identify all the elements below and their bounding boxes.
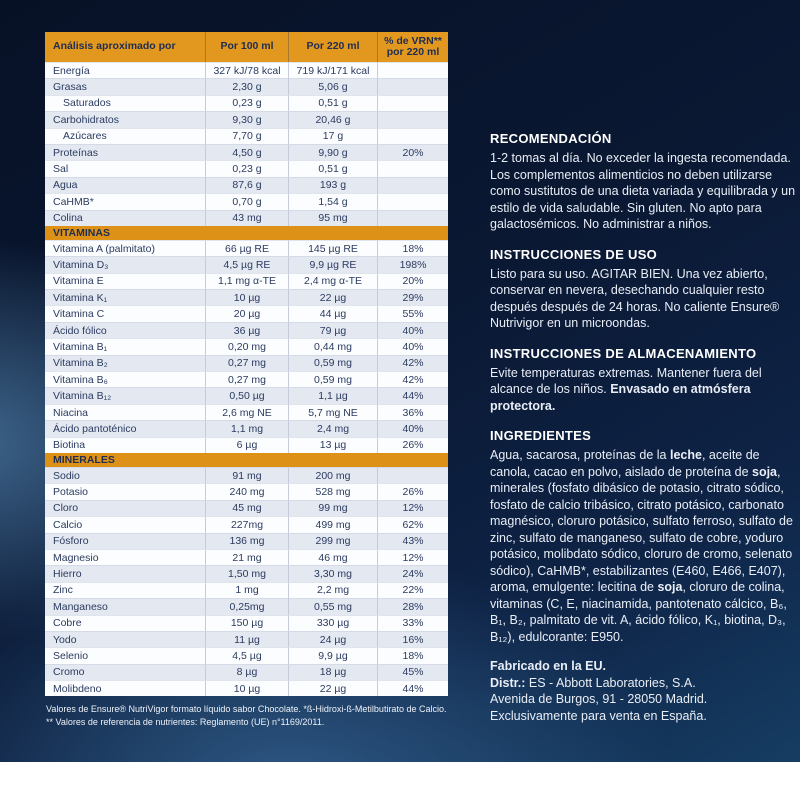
value-vrn-percent: 43%: [377, 533, 448, 549]
value-vrn-percent: 26%: [377, 437, 448, 453]
value-per-100ml: 136 mg: [205, 533, 288, 549]
nutrient-name: Azúcares: [45, 128, 205, 144]
value-per-100ml: 4,5 µg: [205, 647, 288, 663]
nutrient-name: CaHMB*: [45, 193, 205, 209]
value-per-220ml: 200 mg: [288, 467, 377, 483]
table-row: [45, 256, 448, 272]
almacenamiento-title: INSTRUCCIONES DE ALMACENAMIENTO: [490, 345, 757, 361]
section-almacenamiento: [490, 345, 797, 415]
nutrient-name: Ácido pantoténico: [45, 420, 205, 436]
table-row: [45, 177, 448, 193]
table-row: [45, 533, 448, 549]
value-per-100ml: 0,20 mg: [205, 338, 288, 354]
value-per-100ml: 4,5 µg RE: [205, 256, 288, 272]
value-per-220ml: 0,51 g: [288, 160, 377, 176]
table-row: [45, 273, 448, 289]
value-per-100ml: 45 mg: [205, 500, 288, 516]
bold-text: Fabricado en la EU.: [490, 659, 607, 673]
value-per-220ml: 145 µg RE: [288, 240, 377, 256]
value-vrn-percent: 26%: [377, 483, 448, 499]
value-vrn-percent: 40%: [377, 338, 448, 354]
value-vrn-percent: 198%: [377, 256, 448, 272]
value-vrn-percent: 18%: [377, 647, 448, 663]
bold-text: Distr.:: [490, 675, 526, 690]
nutrient-name: Vitamina B₁: [45, 338, 205, 354]
table-row: [45, 387, 448, 403]
section-distribucion: [490, 658, 797, 724]
value-vrn-percent: [377, 177, 448, 193]
bold-text: leche: [669, 448, 702, 462]
nutrition-table: [45, 32, 448, 696]
value-vrn-percent: [377, 111, 448, 127]
distribution-line: [490, 675, 797, 692]
header-por-100ml: Por 100 ml: [205, 32, 288, 62]
nutrient-name: Vitamina B₆: [45, 371, 205, 387]
text: , minerales (fosfato dibásico de potasio, citrato sódico, fosfato de calcio tribásico, citrato potásico, carbonato magnésico, cloruro potásico, sulfato ferroso, sulfato de zinc, sulfato de manganeso, sulfato de cobre, yoduro potásico, molibdato sódico, cloruro de cromo, selenato sódico), CaHMB*, estabilizantes (E460, E466, E407), aroma, emulgente: lecitina de: [490, 464, 793, 594]
value-per-220ml: 9,9 µg RE: [288, 256, 377, 272]
value-per-100ml: 150 µg: [205, 615, 288, 631]
table-row: [45, 467, 448, 483]
value-per-100ml: 6 µg: [205, 437, 288, 453]
nutrient-name: Vitamina K₁: [45, 289, 205, 305]
nutrient-name: Fósforo: [45, 533, 205, 549]
table-row: [45, 500, 448, 516]
value-vrn-percent: 29%: [377, 289, 448, 305]
value-vrn-percent: 22%: [377, 582, 448, 598]
recomendacion-body: 1-2 tomas al día. No exceder la ingesta recomendada. Los complementos alimenticios no deben utilizarse como sustitutos de una dieta variada y equilibrada y un estilo de vida saludable. Sin gluten. No apto para galactosémicos. No administrar a niños.: [490, 151, 796, 231]
nutrient-name: Sodio: [45, 467, 205, 483]
value-per-100ml: 227mg: [205, 516, 288, 532]
table-row: [45, 549, 448, 565]
nutrient-name: Vitamina B₂: [45, 355, 205, 371]
table-row: [45, 565, 448, 581]
value-per-100ml: 36 µg: [205, 322, 288, 338]
table-row: [45, 355, 448, 371]
value-per-220ml: 0,55 mg: [288, 598, 377, 614]
nutrient-name: Yodo: [45, 631, 205, 647]
value-vrn-percent: [377, 467, 448, 483]
value-vrn-percent: [377, 128, 448, 144]
value-per-220ml: 5,06 g: [288, 78, 377, 94]
header-analisis: Análisis aproximado por: [53, 40, 176, 53]
table-row: [45, 582, 448, 598]
value-vrn-percent: 33%: [377, 615, 448, 631]
nutrient-name: Vitamina D₃: [45, 256, 205, 272]
value-per-220ml: 22 µg: [288, 289, 377, 305]
distribution-line: [490, 658, 797, 675]
value-vrn-percent: 18%: [377, 240, 448, 256]
info-column: [490, 130, 797, 737]
nutrient-name: Colina: [45, 210, 205, 226]
value-vrn-percent: [377, 160, 448, 176]
uso-body: Listo para su uso. AGITAR BIEN. Una vez abierto, conservar en nevera, desechando cualquier resto después después de 24 horas. No caliente Ensure® Nutrivigor en un microondas.: [490, 266, 780, 330]
value-per-220ml: 0,59 mg: [288, 371, 377, 387]
value-vrn-percent: [377, 78, 448, 94]
text: Exclusivamente para venta en España.: [490, 708, 707, 723]
nutrient-name: Niacina: [45, 404, 205, 420]
distribution-line: [490, 691, 797, 708]
nutrient-name: Selenio: [45, 647, 205, 663]
nutrient-name: Cloro: [45, 500, 205, 516]
ingredientes-title: INGREDIENTES: [490, 428, 592, 443]
nutrient-name: Biotina: [45, 437, 205, 453]
value-vrn-percent: 20%: [377, 273, 448, 289]
table-row: [45, 144, 448, 160]
text: , aceite de canola, cacao en polvo, aislado de proteína de: [490, 448, 760, 479]
nutrient-name: Molibdeno: [45, 680, 205, 696]
value-per-100ml: 1 mg: [205, 582, 288, 598]
value-vrn-percent: 42%: [377, 355, 448, 371]
value-vrn-percent: [377, 95, 448, 111]
table-row: [45, 615, 448, 631]
section-instrucciones-uso: [490, 246, 797, 332]
table-row: [45, 210, 448, 226]
value-per-220ml: 17 g: [288, 128, 377, 144]
value-per-220ml: 44 µg: [288, 305, 377, 321]
table-row: [45, 437, 448, 453]
table-row: [45, 516, 448, 532]
value-per-220ml: 18 µg: [288, 664, 377, 680]
value-per-100ml: 0,27 mg: [205, 355, 288, 371]
almacenamiento-body: [490, 365, 797, 415]
nutrient-name: Potasio: [45, 483, 205, 499]
value-per-100ml: 7,70 g: [205, 128, 288, 144]
value-per-220ml: 299 mg: [288, 533, 377, 549]
table-row: [45, 371, 448, 387]
table-row: [45, 322, 448, 338]
value-per-220ml: 0,59 mg: [288, 355, 377, 371]
value-per-220ml: 2,4 mg α-TE: [288, 273, 377, 289]
table-row: [45, 598, 448, 614]
value-per-100ml: 10 µg: [205, 680, 288, 696]
bold-text: soja: [657, 580, 683, 594]
value-per-220ml: 24 µg: [288, 631, 377, 647]
footnote-line: ** Valores de referencia de nutrientes: Reglamento (UE) n°1169/2011.: [46, 717, 325, 727]
value-per-100ml: 20 µg: [205, 305, 288, 321]
text: , cloruro de colina, vitaminas (C, E, niacinamida, pantotenato cálcico, B₆, B₁, B₂, palmitato de vit. A, ácido fólico, K₁, biotina, D₃, B₁₂), edulcorante: E950.: [490, 580, 787, 644]
text: Avenida de Burgos, 91 - 28050 Madrid.: [490, 692, 708, 706]
value-per-220ml: 1,54 g: [288, 193, 377, 209]
table-row: [45, 305, 448, 321]
nutrient-name: Vitamina B₁₂: [45, 387, 205, 403]
value-vrn-percent: 44%: [377, 387, 448, 403]
value-per-220ml: 2,4 mg: [288, 420, 377, 436]
value-per-100ml: 1,1 mg: [205, 420, 288, 436]
text: Agua, sacarosa, proteínas de la: [490, 448, 670, 462]
value-per-220ml: 79 µg: [288, 322, 377, 338]
bold-text: soja: [752, 464, 778, 479]
nutrient-name: Grasas: [45, 78, 205, 94]
table-row: [45, 193, 448, 209]
value-vrn-percent: 28%: [377, 598, 448, 614]
nutrition-table-header: [45, 32, 448, 62]
value-vrn-percent: 40%: [377, 322, 448, 338]
nutrient-name: Agua: [45, 177, 205, 193]
nutrient-name: Ácido fólico: [45, 322, 205, 338]
value-per-100ml: 2,30 g: [205, 78, 288, 94]
value-per-100ml: 4,50 g: [205, 144, 288, 160]
text: ES - Abbott Laboratories, S.A.: [525, 675, 696, 690]
nutrient-name: Sal: [45, 160, 205, 176]
ingredientes-body: [490, 447, 797, 645]
value-vrn-percent: 16%: [377, 631, 448, 647]
table-row: [45, 240, 448, 256]
text: Evite temperaturas extremas. Mantener fuera del alcance de los niños.: [490, 365, 762, 396]
nutrient-name: Proteínas: [45, 144, 205, 160]
header-por-220ml: Por 220 ml: [288, 32, 377, 62]
header-vrn: % de VRN** por 220 ml: [377, 32, 448, 62]
value-per-220ml: 9,90 g: [288, 144, 377, 160]
value-vrn-percent: 45%: [377, 664, 448, 680]
nutrient-name: Magnesio: [45, 549, 205, 565]
table-row: [45, 483, 448, 499]
section-bar-vitaminas: VITAMINAS: [45, 226, 448, 240]
table-row: [45, 338, 448, 354]
table-row: [45, 160, 448, 176]
nutrient-name: Vitamina E: [45, 273, 205, 289]
section-recomendacion: [490, 130, 797, 233]
table-row: [45, 404, 448, 420]
table-row: [45, 111, 448, 127]
value-per-220ml: 1,1 µg: [288, 387, 377, 403]
value-per-100ml: 0,70 g: [205, 193, 288, 209]
nutrient-name: Vitamina C: [45, 305, 205, 321]
value-per-100ml: 2,6 mg NE: [205, 404, 288, 420]
nutrient-name: Cromo: [45, 664, 205, 680]
nutrition-rows: [45, 62, 448, 696]
distribution-line: [490, 708, 797, 725]
table-row: [45, 420, 448, 436]
uso-title: INSTRUCCIONES DE USO: [490, 246, 658, 262]
table-row: [45, 128, 448, 144]
value-per-220ml: 9,9 µg: [288, 647, 377, 663]
value-per-100ml: 9,30 g: [205, 111, 288, 127]
nutrient-name: Saturados: [45, 95, 205, 111]
value-per-220ml: 13 µg: [288, 437, 377, 453]
value-per-100ml: 87,6 g: [205, 177, 288, 193]
value-vrn-percent: 12%: [377, 549, 448, 565]
value-per-220ml: 95 mg: [288, 210, 377, 226]
table-row: [45, 647, 448, 663]
value-per-100ml: 11 µg: [205, 631, 288, 647]
value-vrn-percent: 24%: [377, 565, 448, 581]
value-per-220ml: 0,44 mg: [288, 338, 377, 354]
nutrient-name: Cobre: [45, 615, 205, 631]
nutrient-name: Hierro: [45, 565, 205, 581]
value-vrn-percent: [377, 210, 448, 226]
value-per-100ml: 0,25mg: [205, 598, 288, 614]
value-per-220ml: 22 µg: [288, 680, 377, 696]
value-per-100ml: 0,27 mg: [205, 371, 288, 387]
value-per-100ml: 0,23 g: [205, 160, 288, 176]
nutrient-name: Calcio: [45, 516, 205, 532]
value-per-220ml: 20,46 g: [288, 111, 377, 127]
value-per-100ml: 240 mg: [205, 483, 288, 499]
footnotes: [46, 703, 478, 729]
table-row: [45, 680, 448, 696]
table-row: [45, 95, 448, 111]
bold-text: Envasado en atmósfera protectora.: [490, 382, 751, 413]
section-ingredientes: [490, 427, 797, 645]
value-per-100ml: 0,23 g: [205, 95, 288, 111]
table-row: [45, 289, 448, 305]
nutrient-name: Energía: [45, 62, 205, 78]
value-vrn-percent: 62%: [377, 516, 448, 532]
value-per-220ml: 2,2 mg: [288, 582, 377, 598]
nutrient-name: Vitamina A (palmitato): [45, 240, 205, 256]
value-per-220ml: 99 mg: [288, 500, 377, 516]
value-per-220ml: 193 g: [288, 177, 377, 193]
value-vrn-percent: [377, 62, 448, 78]
value-per-100ml: 1,50 mg: [205, 565, 288, 581]
nutrient-name: Zinc: [45, 582, 205, 598]
value-per-220ml: 3,30 mg: [288, 565, 377, 581]
value-vrn-percent: 20%: [377, 144, 448, 160]
value-per-100ml: 91 mg: [205, 467, 288, 483]
value-per-100ml: 0,50 µg: [205, 387, 288, 403]
value-per-100ml: 8 µg: [205, 664, 288, 680]
value-vrn-percent: 36%: [377, 404, 448, 420]
value-per-220ml: 499 mg: [288, 516, 377, 532]
footnote-line: Valores de Ensure® NutriVigor formato líquido sabor Chocolate. *ß-Hidroxi-ß-Metilbutirato de Calcio.: [46, 704, 447, 714]
value-per-100ml: 10 µg: [205, 289, 288, 305]
table-row: [45, 78, 448, 94]
table-row: [45, 631, 448, 647]
table-row: [45, 664, 448, 680]
value-per-220ml: 46 mg: [288, 549, 377, 565]
value-vrn-percent: 44%: [377, 680, 448, 696]
value-vrn-percent: [377, 193, 448, 209]
value-per-100ml: 66 µg RE: [205, 240, 288, 256]
nutrient-name: Manganeso: [45, 598, 205, 614]
table-row: [45, 62, 448, 78]
value-per-100ml: 1,1 mg α-TE: [205, 273, 288, 289]
value-vrn-percent: 40%: [377, 420, 448, 436]
value-per-100ml: 327 kJ/78 kcal: [205, 62, 288, 78]
section-bar-minerales: MINERALES: [45, 453, 448, 467]
value-per-220ml: 5,7 mg NE: [288, 404, 377, 420]
value-per-220ml: 330 µg: [288, 615, 377, 631]
value-per-220ml: 528 mg: [288, 483, 377, 499]
value-vrn-percent: 42%: [377, 371, 448, 387]
nutrient-name: Carbohidratos: [45, 111, 205, 127]
value-vrn-percent: 12%: [377, 500, 448, 516]
value-vrn-percent: 55%: [377, 305, 448, 321]
value-per-100ml: 21 mg: [205, 549, 288, 565]
value-per-100ml: 43 mg: [205, 210, 288, 226]
value-per-220ml: 719 kJ/171 kcal: [288, 62, 377, 78]
value-per-220ml: 0,51 g: [288, 95, 377, 111]
recomendacion-title: RECOMENDACIÓN: [490, 131, 612, 146]
